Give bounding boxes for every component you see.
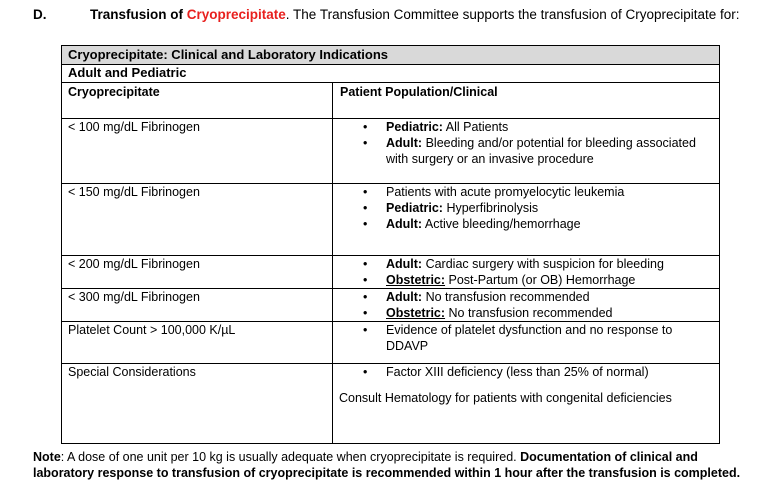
footnote [33,449,748,481]
heading-prefix: Transfusion of [90,7,187,22]
row-criteria [333,322,720,364]
heading-highlight: Cryoprecipitate [186,7,286,22]
row-label: Platelet Count > 100,000 K/µL [62,322,333,364]
list-item: • Factor XIII deficiency (less than 25% of normal) [386,364,713,380]
note-bold-text: Documentation of clinical and laboratory response to transfusion of cryoprecipitate is recommended within 1 hour after the transfusion is completed. [33,450,741,480]
row-label: Special Considerations [62,364,333,444]
indications-table [61,45,720,444]
list-item: • Pediatric: Hyperfibrinolysis [386,200,713,216]
table-row [62,119,720,184]
table-row [62,322,720,364]
criteria-list [339,184,713,232]
section-letter: D. [33,7,47,22]
criteria-list [339,256,713,288]
list-item: • Pediatric: All Patients [386,119,713,135]
list-item: • Patients with acute promyelocytic leukemia [386,184,713,200]
table-row [62,364,720,444]
row-label: < 200 mg/dL Fibrinogen [62,256,333,289]
table-row [62,184,720,256]
table-title: Cryoprecipitate: Clinical and Laboratory Indications [62,46,720,65]
row-criteria [333,289,720,322]
table-subtitle-row [62,65,720,83]
row-label: < 100 mg/dL Fibrinogen [62,119,333,184]
table-row [62,289,720,322]
column-header-cryoprecipitate: Cryoprecipitate [62,83,333,119]
list-item: • Adult: Active bleeding/hemorrhage [386,216,713,232]
criteria-list [339,364,713,380]
list-item: • Obstetric: No transfusion recommended [386,305,713,321]
criteria-list [339,289,713,321]
list-item: • Adult: No transfusion recommended [386,289,713,305]
table-header-row [62,83,720,119]
table-subtitle: Adult and Pediatric [62,65,720,83]
list-item: • Adult: Cardiac surgery with suspicion for bleeding [386,256,713,272]
criteria-list [339,119,713,167]
table-title-row [62,46,720,65]
heading-suffix: . The Transfusion Committee supports the transfusion of Cryoprecipitate for: [285,7,740,22]
row-label: < 300 mg/dL Fibrinogen [62,289,333,322]
row-criteria [333,256,720,289]
row-label: < 150 mg/dL Fibrinogen [62,184,333,256]
note-label: Note [33,450,61,464]
list-item: • Obstetric: Post-Partum (or OB) Hemorrhage [386,272,713,288]
table-row [62,256,720,289]
row-criteria [333,364,720,444]
list-item: • Evidence of platelet dysfunction and no response to DDAVP [386,322,713,354]
consult-note: Consult Hematology for patients with congenital deficiencies [339,391,672,405]
section-heading [33,7,740,22]
note-text: : A dose of one unit per 10 kg is usually adequate when cryoprecipitate is required. [60,450,521,464]
criteria-list [339,322,713,354]
row-criteria [333,184,720,256]
row-criteria [333,119,720,184]
column-header-patient-population: Patient Population/Clinical [333,83,720,119]
list-item: • Adult: Bleeding and/or potential for bleeding associated with surgery or an invasive procedure [386,135,713,167]
